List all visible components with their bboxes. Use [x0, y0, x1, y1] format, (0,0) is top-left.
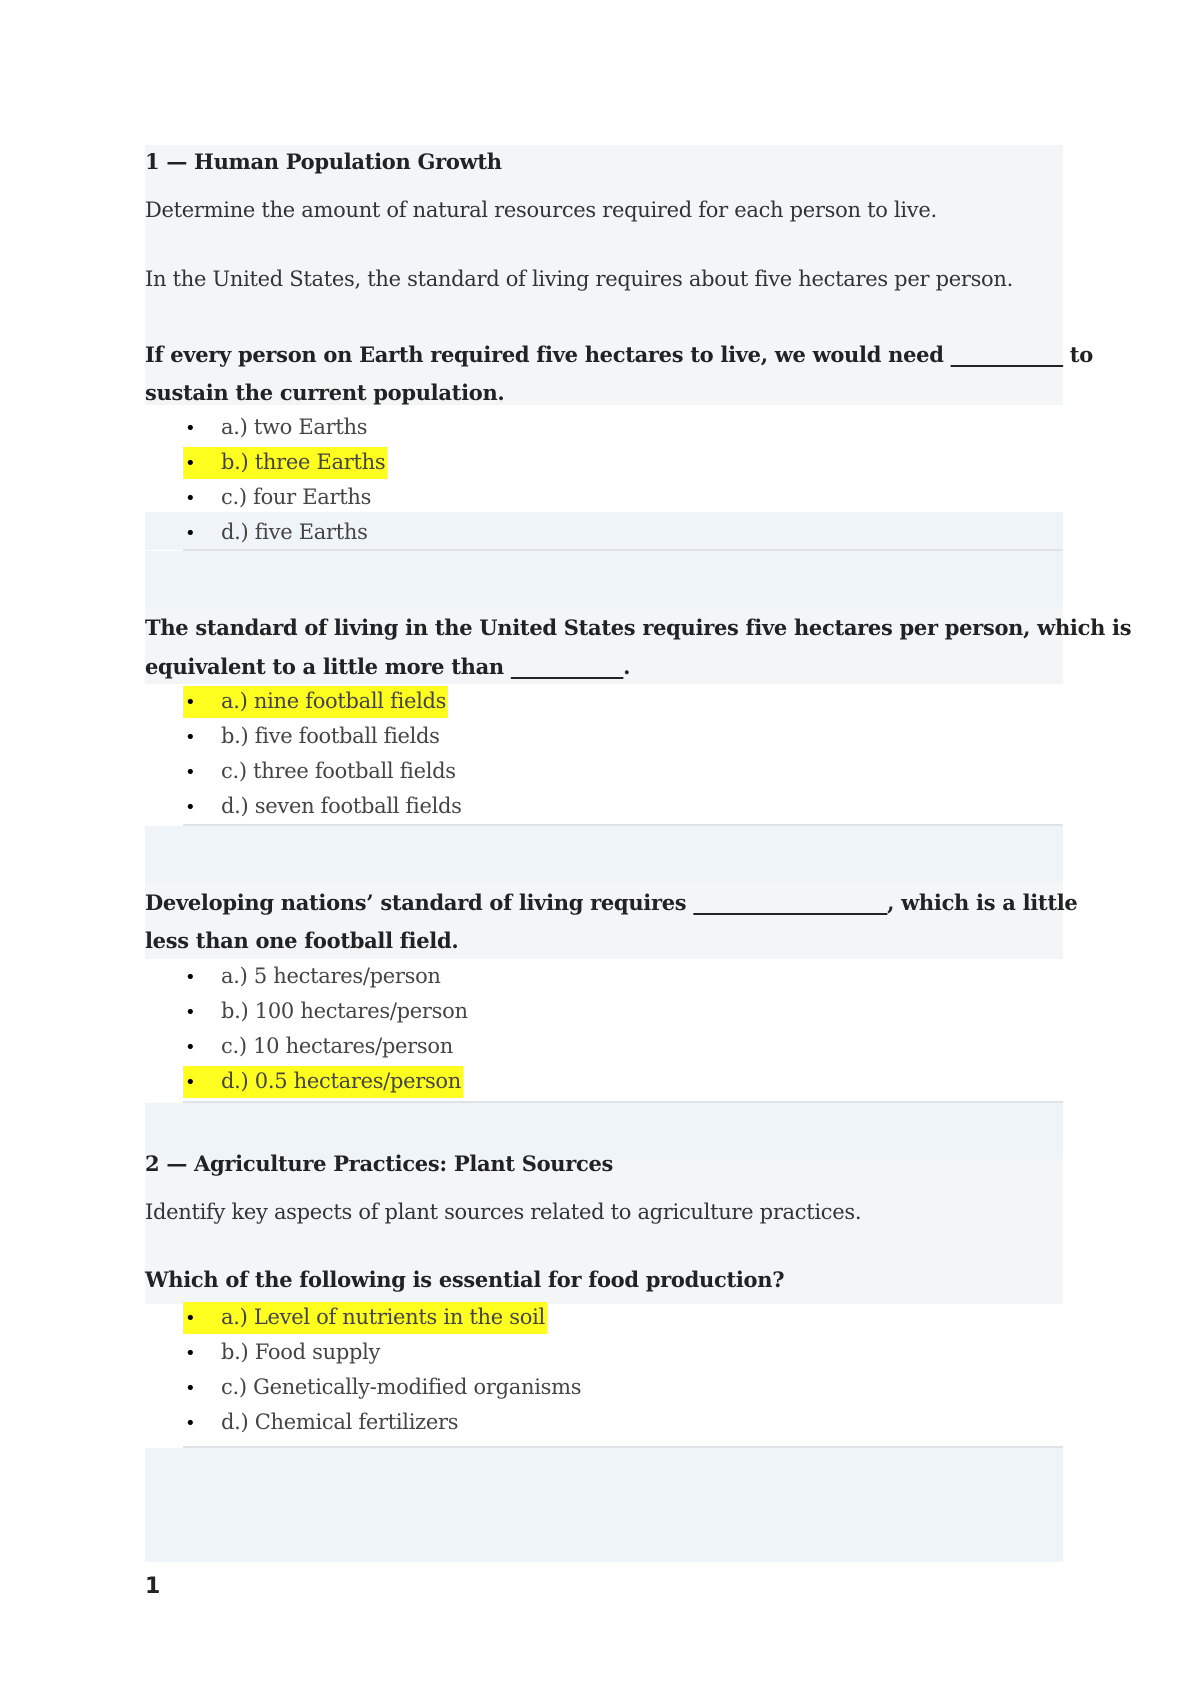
page-number: 1: [145, 1574, 161, 1599]
bullet-icon: •: [185, 488, 196, 509]
bullet-icon: •: [185, 453, 196, 474]
answer-option[interactable]: • a.) two Earths: [183, 412, 367, 444]
answer-option[interactable]: • d.) five Earths: [183, 517, 368, 549]
bullet-icon: •: [185, 1308, 196, 1329]
answer-option[interactable]: • d.) seven football fields: [183, 791, 462, 823]
bullet-icon: •: [185, 967, 196, 988]
bullet-icon: •: [185, 797, 196, 818]
question-text: The standard of living in the United States requires five hectares per person, which is: [145, 615, 1132, 640]
question-text: less than one football field.: [145, 928, 459, 953]
answer-option[interactable]: • d.) Chemical fertilizers: [183, 1407, 458, 1439]
bullet-icon: •: [185, 762, 196, 783]
section-intro: Determine the amount of natural resources required for each person to live.: [145, 198, 937, 222]
question-text: sustain the current population.: [145, 380, 505, 405]
bullet-icon: •: [185, 523, 196, 544]
answer-option-selected[interactable]: • a.) nine football fields: [183, 686, 448, 718]
section-heading: 2 — Agriculture Practices: Plant Sources: [145, 1151, 614, 1176]
answer-option-selected[interactable]: • d.) 0.5 hectares/person: [183, 1066, 463, 1098]
question-text: If every person on Earth required five hectares to live, we would need ___________ to: [145, 342, 1093, 367]
answer-option[interactable]: • a.) 5 hectares/person: [183, 961, 441, 993]
section-heading: 1 — Human Population Growth: [145, 149, 502, 174]
trailing-background: [145, 1448, 1063, 1562]
bullet-icon: •: [185, 1072, 196, 1093]
answer-option-selected[interactable]: • b.) three Earths: [183, 447, 387, 479]
bullet-icon: •: [185, 1413, 196, 1434]
question-text: equivalent to a little more than ___________.: [145, 654, 631, 679]
bullet-icon: •: [185, 1037, 196, 1058]
answer-option-selected[interactable]: • a.) Level of nutrients in the soil: [183, 1302, 547, 1334]
section-context: In the United States, the standard of living requires about five hectares per person.: [145, 267, 1013, 291]
answer-option[interactable]: • c.) Genetically-modified organisms: [183, 1372, 581, 1404]
answer-option[interactable]: • c.) four Earths: [183, 482, 371, 514]
answer-option[interactable]: • c.) 10 hectares/person: [183, 1031, 453, 1063]
spacer-background: [145, 551, 1063, 607]
answer-option[interactable]: • b.) five football fields: [183, 721, 440, 753]
answer-option[interactable]: • b.) Food supply: [183, 1337, 380, 1369]
bullet-icon: •: [185, 692, 196, 713]
answer-option[interactable]: • b.) 100 hectares/person: [183, 996, 468, 1028]
question-text: Developing nations’ standard of living requires ___________________, which is a little: [145, 890, 1078, 915]
section-intro: Identify key aspects of plant sources related to agriculture practices.: [145, 1200, 862, 1224]
spacer-background: [145, 826, 1063, 882]
bullet-icon: •: [185, 1002, 196, 1023]
bullet-icon: •: [185, 1378, 196, 1399]
bullet-icon: •: [185, 1343, 196, 1364]
answer-option[interactable]: • c.) three football fields: [183, 756, 456, 788]
bullet-icon: •: [185, 418, 196, 439]
bullet-icon: •: [185, 727, 196, 748]
question-text: Which of the following is essential for food production?: [145, 1267, 785, 1292]
